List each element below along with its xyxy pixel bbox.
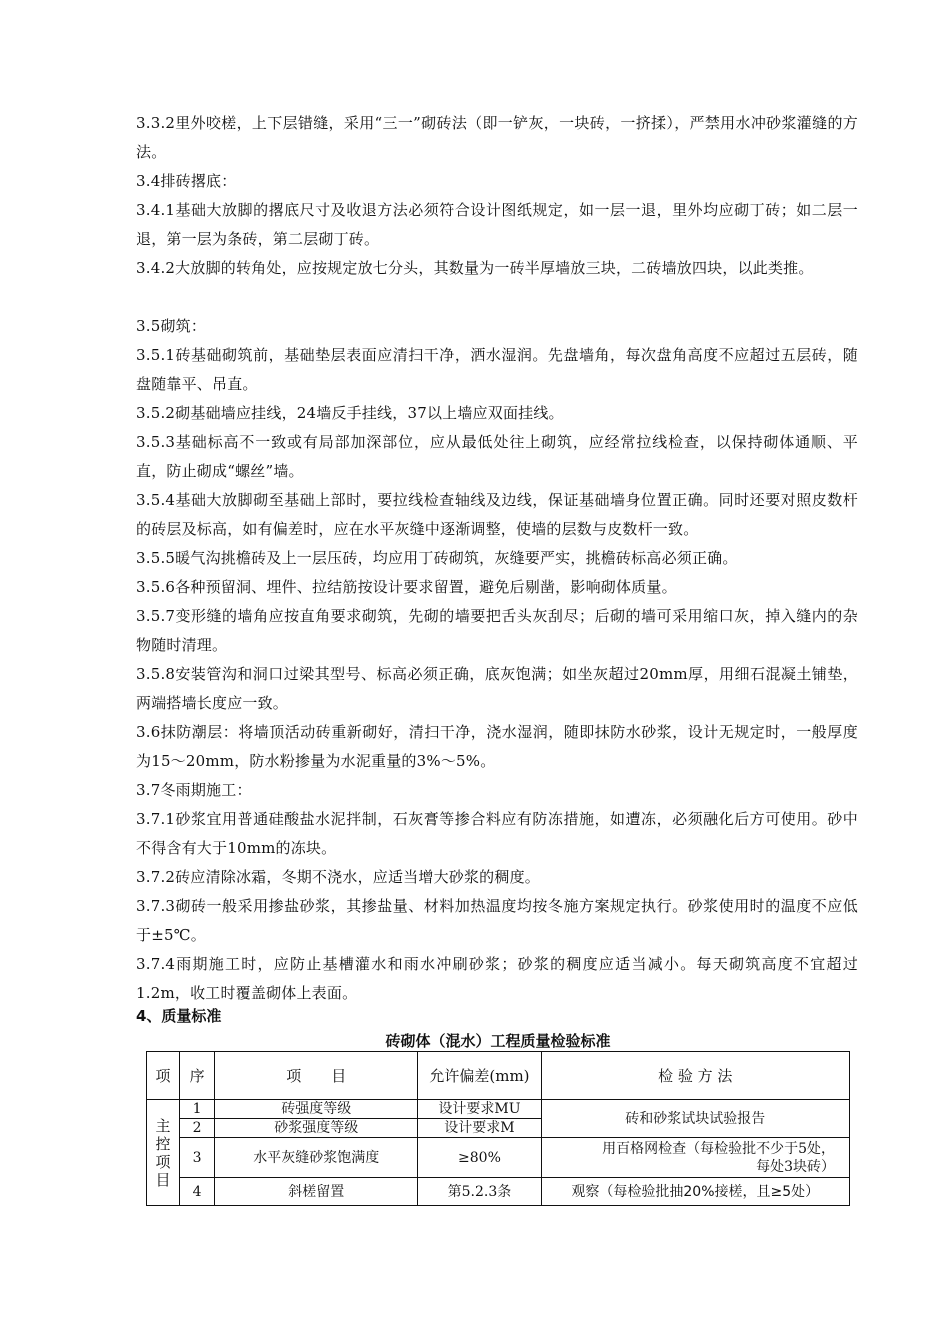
row-seq: 3: [180, 1138, 215, 1178]
row-method-line1: 用百格网检查（每检验批不少于5处，: [602, 1140, 835, 1157]
paragraph-3-5-3: 3.5.3基础标高不一致或有局部加深部位，应从最低处往上砌筑，应经常拉线检查，以保持砌体通顺、平直，防止砌成“螺丝”墙。: [136, 433, 858, 480]
row-method: 观察（每检验批抽20%接槎，且≥5处）: [541, 1178, 849, 1206]
table-row: [147, 1138, 850, 1178]
paragraph-3-4: 3.4排砖撂底：: [136, 172, 237, 190]
row-seq: 4: [180, 1178, 215, 1206]
paragraph-3-7-4: 3.7.4雨期施工时，应防止基槽灌水和雨水冲刷砂浆；砂浆的稠度应适当减小。每天砌筑高度不宜超过1.2m，收工时覆盖砌体上表面。: [136, 955, 858, 1002]
header-method: 检 验 方 法: [541, 1052, 849, 1100]
paragraph-3-4-2: 3.4.2大放脚的转角处，应按规定放七分头，其数量为一砖半厚墙放三块，二砖墙放四块，以此类推。: [136, 259, 814, 277]
paragraph-3-7: 3.7冬雨期施工：: [136, 781, 252, 799]
header-category: 项: [147, 1052, 180, 1100]
row-deviation: 第5.2.3条: [418, 1178, 541, 1206]
header-seq: 序: [180, 1052, 215, 1100]
row-seq: 1: [180, 1100, 215, 1119]
paragraph-3-5-1: 3.5.1砖基础砌筑前，基础垫层表面应清扫干净，洒水湿润。先盘墙角，每次盘角高度不应超过五层砖，随盘随靠平、吊直。: [136, 346, 858, 393]
row-deviation: 设计要求MU: [418, 1100, 541, 1119]
table-row: [147, 1178, 850, 1206]
paragraph-3-5: 3.5砌筑：: [136, 317, 207, 335]
paragraph-3-7-3: 3.7.3砌砖一般采用掺盐砂浆，其掺盐量、材料加热温度均按冬施方案规定执行。砂浆使用时的温度不应低于±5℃。: [136, 897, 858, 944]
paragraph-3-5-5: 3.5.5暖气沟挑檐砖及上一层压砖，均应用丁砖砌筑，灰缝要严实，挑檐砖标高必须正确。: [136, 549, 738, 567]
row-deviation: 设计要求M: [418, 1119, 541, 1138]
row-deviation: ≥80%: [418, 1138, 541, 1178]
row-method-merged: 砖和砂浆试块试验报告: [541, 1100, 849, 1138]
paragraph-3-5-6: 3.5.6各种预留洞、埋件、拉结筋按设计要求留置，避免后剔凿，影响砌体质量。: [136, 578, 677, 596]
paragraph-3-5-8: 3.5.8安装管沟和洞口过梁其型号、标高必须正确，底灰饱满；如坐灰超过20mm厚，用细石混凝土铺垫，两端搭墙长度应一致。: [136, 665, 858, 712]
row-seq: 2: [180, 1119, 215, 1138]
row-method: [541, 1138, 849, 1178]
row-item: 水平灰缝砂浆饱满度: [215, 1138, 418, 1178]
row-item: 砂浆强度等级: [215, 1119, 418, 1138]
paragraph-3-5-4: 3.5.4基础大放脚砌至基础上部时，要拉线检查轴线及边线，保证基础墙身位置正确。同时还要对照皮数杆的砖层及标高，如有偏差时，应在水平灰缝中逐渐调整，使墙的层数与皮数杆一致。: [136, 491, 858, 538]
table-header-row: [147, 1052, 850, 1100]
header-deviation: 允许偏差(mm): [418, 1052, 541, 1100]
paragraph-3-7-1: 3.7.1砂浆宜用普通硅酸盐水泥拌制，石灰膏等掺合料应有防冻措施，如遭冻，必须融化后方可使用。砂中不得含有大于10mm的冻块。: [136, 810, 858, 857]
table-row: [147, 1100, 850, 1119]
quality-inspection-table: [146, 1051, 850, 1206]
row-item: 砖强度等级: [215, 1100, 418, 1119]
paragraph-3-7-2: 3.7.2砖应清除冰霜，冬期不浇水，应适当增大砂浆的稠度。: [136, 868, 540, 886]
header-item: 项 目: [215, 1052, 418, 1100]
section-heading-quality-standard: 4、质量标准: [136, 1007, 222, 1025]
table-title: 砖砌体（混水）工程质量检验标准: [385, 1032, 611, 1050]
row-method-line2: 每处3块砖）: [756, 1158, 835, 1175]
paragraph-3-6: 3.6抹防潮层：将墙顶活动砖重新砌好，清扫干净，浇水湿润，随即抹防水砂浆，设计无规定时，一般厚度为15～20mm，防水粉掺量为水泥重量的3%～5%。: [136, 723, 858, 770]
paragraph-3-3-2: 3.3.2里外咬槎，上下层错缝，采用“三一”砌砖法（即一铲灰，一块砖，一挤揉），严禁用水冲砂浆灌缝的方法。: [136, 114, 858, 161]
paragraph-3-5-2: 3.5.2砌基础墙应挂线，24墙反手挂线，37以上墙应双面挂线。: [136, 404, 564, 422]
category-label: 主控项目: [155, 1116, 171, 1189]
paragraph-3-4-1: 3.4.1基础大放脚的撂底尺寸及收退方法必须符合设计图纸规定，如一层一退，里外均应砌丁砖；如二层一退，第一层为条砖，第二层砌丁砖。: [136, 201, 858, 248]
row-item: 斜槎留置: [215, 1178, 418, 1206]
paragraph-3-5-7: 3.5.7变形缝的墙角应按直角要求砌筑，先砌的墙要把舌头灰刮尽；后砌的墙可采用缩口灰，掉入缝内的杂物随时清理。: [136, 607, 858, 654]
category-main-control: [147, 1100, 180, 1206]
